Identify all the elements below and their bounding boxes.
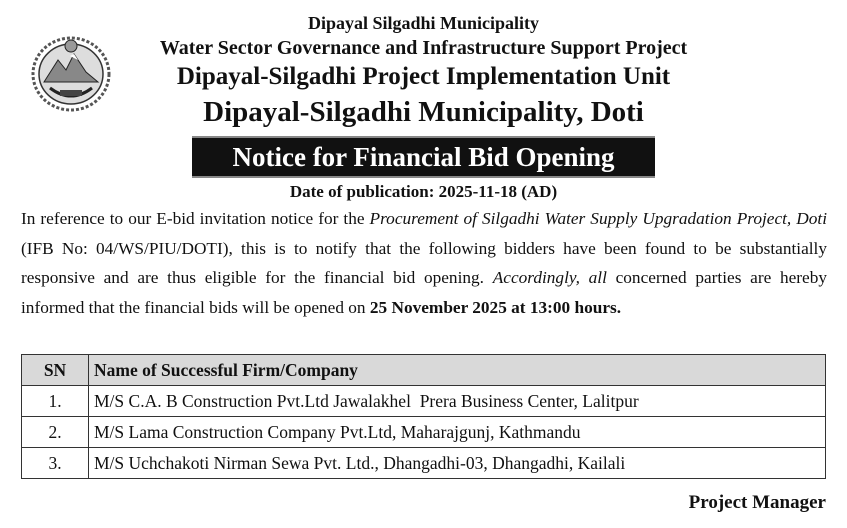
row-sn: 3. [22,448,89,479]
body-text-2: (IFB No: 04/WS/PIU/DOTI), this is to notify that the following bidders have been found to be substantially responsive and are thus eligible for the financial bid opening. [21,238,827,287]
table-row [22,386,826,417]
row-sn: 2. [22,417,89,448]
column-header-sn: SN [22,355,89,386]
publication-date: Date of publication: 2025-11-18 (AD) [289,182,558,201]
body-text-3: concerned parties are hereby informed that the financial bids will be opened on [21,268,827,317]
table-row [22,448,826,479]
notice-body [21,204,827,322]
municipality-district: Dipayal-Silgadhi Municipality, Doti [203,96,644,128]
column-header-name: Name of Successful Firm/Company [89,355,826,386]
body-text-italic: Accordingly, all [492,268,607,287]
opening-datetime: 25 November 2025 at 13:00 hours. [369,297,622,317]
row-firm-name: M/S C.A. B Construction Pvt.Ltd Jawalakhel Prera Business Center, Lalitpur [89,386,826,417]
table-header-row [22,355,826,386]
implementation-unit: Dipayal-Silgadhi Project Implementation Unit [176,63,671,90]
body-text-1: In reference to our E-bid invitation notice for the [21,209,370,228]
project-name: Water Sector Governance and Infrastructure Support Project [159,37,688,59]
bidders-table [21,354,826,479]
project-title: Procurement of Silgadhi Water Supply Upgradation Project, Doti [369,209,827,228]
signature-title: Project Manager [688,492,826,513]
row-sn: 1. [22,386,89,417]
municipality-name: Dipayal Silgadhi Municipality [307,13,540,33]
row-firm-name: M/S Uchchakoti Nirman Sewa Pvt. Ltd., Dhangadhi-03, Dhangadhi, Kailali [89,448,826,479]
notice-title: Notice for Financial Bid Opening [192,136,655,178]
row-firm-name: M/S Lama Construction Company Pvt.Ltd, Maharajgunj, Kathmandu [89,417,826,448]
table-row [22,417,826,448]
